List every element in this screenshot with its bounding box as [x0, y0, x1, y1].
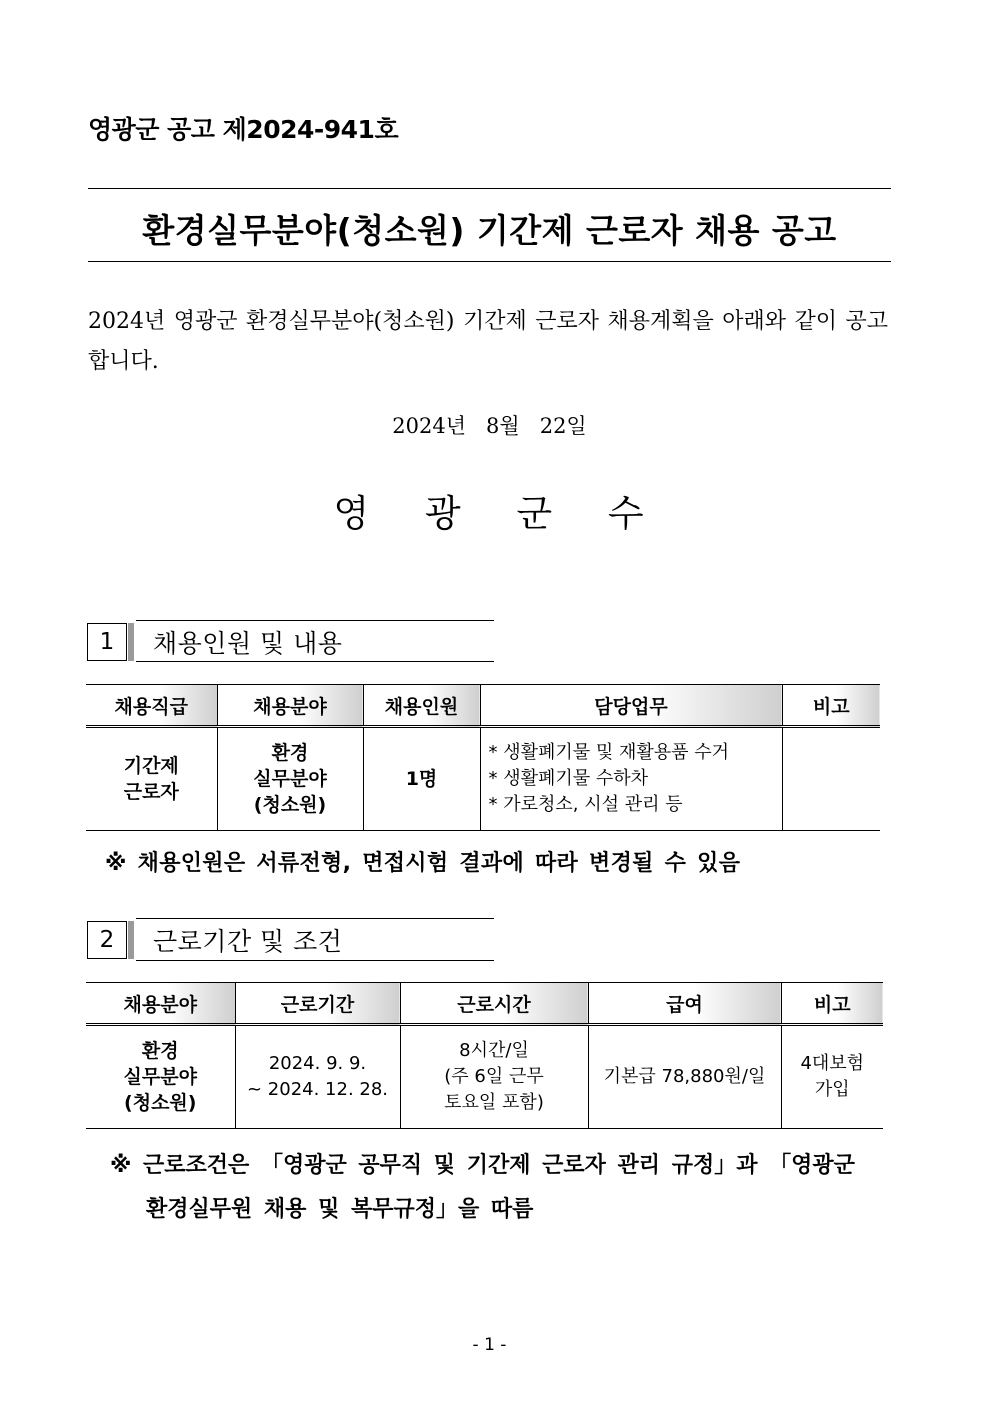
hours-line3: 토요일 포함): [444, 1092, 544, 1113]
cell-duty: [480, 727, 782, 831]
page-title: 환경실무분야(청소원) 기간제 근로자 채용 공고: [142, 211, 837, 250]
recruitment-table: [86, 684, 880, 831]
table-row: [86, 727, 880, 831]
table-header-row: [86, 983, 883, 1025]
header-duty: 담당업무: [480, 685, 782, 727]
section1-top-rule: [136, 620, 494, 621]
field-line2: 실무분야: [253, 768, 327, 790]
header-remark: 비고: [781, 983, 883, 1025]
table-header-row: [86, 685, 880, 727]
period-line2: ~ 2024. 12. 28.: [246, 1079, 389, 1100]
duty-line3: * 가로청소, 시설 관리 등: [488, 794, 683, 815]
header-field: 채용분야: [217, 685, 363, 727]
field-line3: (청소원): [124, 1092, 197, 1114]
cell-period: [235, 1025, 400, 1129]
duty-line2: * 생활폐기물 수하차: [488, 768, 649, 789]
cell-salary: 기본급 78,880원/일: [588, 1025, 781, 1129]
header-remark: 비고: [782, 685, 880, 727]
header-rank: 채용직급: [86, 685, 217, 727]
section2-note: [110, 1144, 890, 1232]
section2-note-line2: 환경실무원 채용 및 복무규정」을 따름: [146, 1197, 534, 1222]
section1-number-shadow: [128, 623, 134, 661]
field-line1: 환경: [141, 1040, 179, 1062]
section2-number-shadow: [128, 921, 134, 959]
section1-title: 채용인원 및 내용: [153, 629, 343, 658]
remark-line1: 4대보험: [800, 1053, 865, 1074]
notice-number: 영광군 공고 제2024-941호: [88, 115, 399, 144]
section2-note-line1: ※ 근로조건은 「영광군 공무직 및 기간제 근로자 관리 규정」과 「영광군: [110, 1153, 855, 1178]
table-row: [86, 1025, 883, 1129]
hours-line1: 8시간/일: [459, 1040, 529, 1061]
cell-field: [86, 1025, 235, 1129]
remark-line2: 가입: [814, 1079, 850, 1100]
duty-line1: * 생활폐기물 및 재활용품 수거: [488, 742, 730, 763]
signature: 영 광 군 수: [333, 492, 646, 535]
cell-remark: [781, 1025, 883, 1129]
conditions-table: [86, 982, 883, 1129]
section1-number-box: 1: [87, 623, 127, 661]
header-hours: 근로시간: [400, 983, 588, 1025]
notice-date: 2024년 8월 22일: [392, 414, 587, 438]
intro-paragraph: 2024년 영광군 환경실무분야(청소원) 기간제 근로자 채용계획을 아래와 같이 공고합니다.: [88, 309, 888, 374]
cell-rank: [86, 727, 217, 831]
field-line2: 실무분야: [123, 1066, 197, 1088]
section1-note: ※ 채용인원은 서류전형, 면접시험 결과에 따라 변경될 수 있음: [105, 851, 741, 876]
header-salary: 급여: [588, 983, 781, 1025]
title-bottom-rule: [88, 261, 891, 262]
page-number: - 1 -: [472, 1335, 507, 1355]
rank-line2: 근로자: [123, 781, 179, 803]
rank-line1: 기간제: [123, 755, 179, 777]
section2-title: 근로기간 및 조건: [153, 927, 343, 956]
header-period: 근로기간: [235, 983, 400, 1025]
cell-remark: [782, 727, 880, 831]
title-top-rule: [88, 188, 891, 189]
header-count: 채용인원: [363, 685, 480, 727]
section1-bottom-rule: [136, 661, 494, 662]
field-line3: (청소원): [253, 794, 327, 816]
period-line1: 2024. 9. 9.: [268, 1053, 367, 1074]
cell-count: 1명: [363, 727, 480, 831]
section2-top-rule: [136, 918, 494, 919]
hours-line2: (주 6일 근무: [444, 1066, 544, 1087]
cell-hours: [400, 1025, 588, 1129]
section2-number-box: 2: [87, 921, 127, 959]
cell-field: [217, 727, 363, 831]
header-field: 채용분야: [86, 983, 235, 1025]
section2-bottom-rule: [136, 960, 494, 961]
field-line1: 환경: [271, 742, 309, 764]
